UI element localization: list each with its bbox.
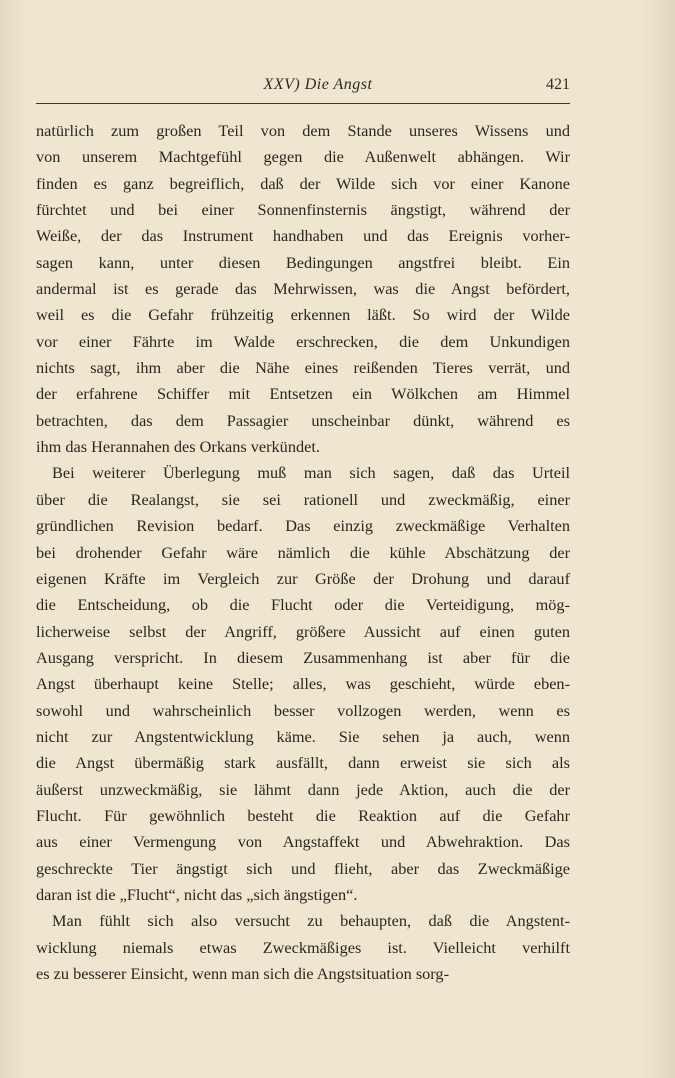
- text-line: nicht zur Angstentwicklung käme. Sie sehen ja auch, wenn: [36, 726, 570, 746]
- text-line: eigenen Kräfte im Vergleich zur Größe der Drohung und darauf: [36, 568, 570, 588]
- text-line: weil es die Gefahr frühzeitig erkennen läßt. So wird der Wilde: [36, 305, 570, 325]
- text-line: sowohl und wahrscheinlich besser vollzogen werden, wenn es: [36, 700, 570, 720]
- text-line: der erfahrene Schiffer mit Entsetzen ein Wölkchen am Himmel: [36, 384, 570, 404]
- text-line: licherweise selbst der Angriff, größere Aussicht auf einen guten: [36, 621, 570, 641]
- text-line: andermal ist es gerade das Mehrwissen, was die Angst befördert,: [36, 279, 570, 299]
- text-line: Flucht. Für gewöhnlich besteht die Reaktion auf die Gefahr: [36, 805, 570, 825]
- text-line: die Angst übermäßig stark ausfällt, dann erweist sie sich als: [36, 753, 570, 773]
- text-line: sagen kann, unter diesen Bedingungen angstfrei bleibt. Ein: [36, 252, 570, 272]
- page-header: [36, 76, 570, 98]
- text-line: Ausgang verspricht. In diesem Zusammenhang ist aber für die: [36, 647, 570, 667]
- text-line: über die Realangst, sie sei rationell und zweckmäßig, einer: [36, 489, 570, 509]
- text-line: geschreckte Tier ängstigt sich und flieht, aber das Zweckmäßige: [36, 858, 570, 878]
- text-line: die Entscheidung, ob die Flucht oder die Verteidigung, mög-: [36, 595, 570, 615]
- text-line: nichts sagt, ihm aber die Nähe eines reißenden Tieres verrät, und: [36, 358, 570, 378]
- text-line: daran ist die „Flucht“, nicht das „sich ängstigen“.: [36, 884, 358, 904]
- text-line: natürlich zum großen Teil von dem Stande unseres Wissens und: [36, 121, 570, 140]
- text-line: bei drohender Gefahr wäre nämlich die kühle Abschätzung der: [36, 542, 570, 562]
- text-line: Man fühlt sich also versucht zu behaupten, daß die Angstent-: [52, 911, 570, 931]
- text-line: es zu besserer Einsicht, wenn man sich die Angstsituation sorg-: [36, 964, 449, 983]
- text-line: gründlichen Revision bedarf. Das einzig zweckmäßige Verhalten: [36, 516, 570, 536]
- text-line: betrachten, das dem Passagier unscheinbar dünkt, während es: [36, 410, 570, 430]
- header-rule: [36, 103, 570, 104]
- text-line: Bei weiterer Überlegung muß man sich sagen, daß das Urteil: [52, 463, 570, 483]
- body-text: [36, 118, 570, 987]
- text-line: finden es ganz begreiflich, daß der Wilde sich vor einer Kanone: [36, 173, 570, 193]
- text-line: äußerst unzweckmäßig, sie lähmt dann jede Aktion, auch die der: [36, 779, 570, 799]
- text-line: von unserem Machtgefühl gegen die Außenwelt abhängen. Wir: [36, 147, 570, 167]
- text-line: ihm das Herannahen des Orkans verkündet.: [36, 437, 320, 457]
- text-line: aus einer Vermengung von Angstaffekt und Abwehraktion. Das: [36, 832, 570, 852]
- text-line: wicklung niemals etwas Zweckmäßiges ist. Vielleicht verhilft: [36, 937, 570, 957]
- text-line: Weiße, der das Instrument handhaben und das Ereignis vorher-: [36, 226, 570, 246]
- running-head: XXV) Die Angst: [263, 76, 373, 93]
- page-number: 421: [546, 76, 570, 93]
- text-line: vor einer Fährte im Walde erschrecken, die dem Unkundigen: [36, 331, 570, 351]
- text-line: Angst überhaupt keine Stelle; alles, was geschieht, würde eben-: [36, 674, 570, 694]
- text-line: fürchtet und bei einer Sonnenfinsternis ängstigt, während der: [36, 200, 570, 220]
